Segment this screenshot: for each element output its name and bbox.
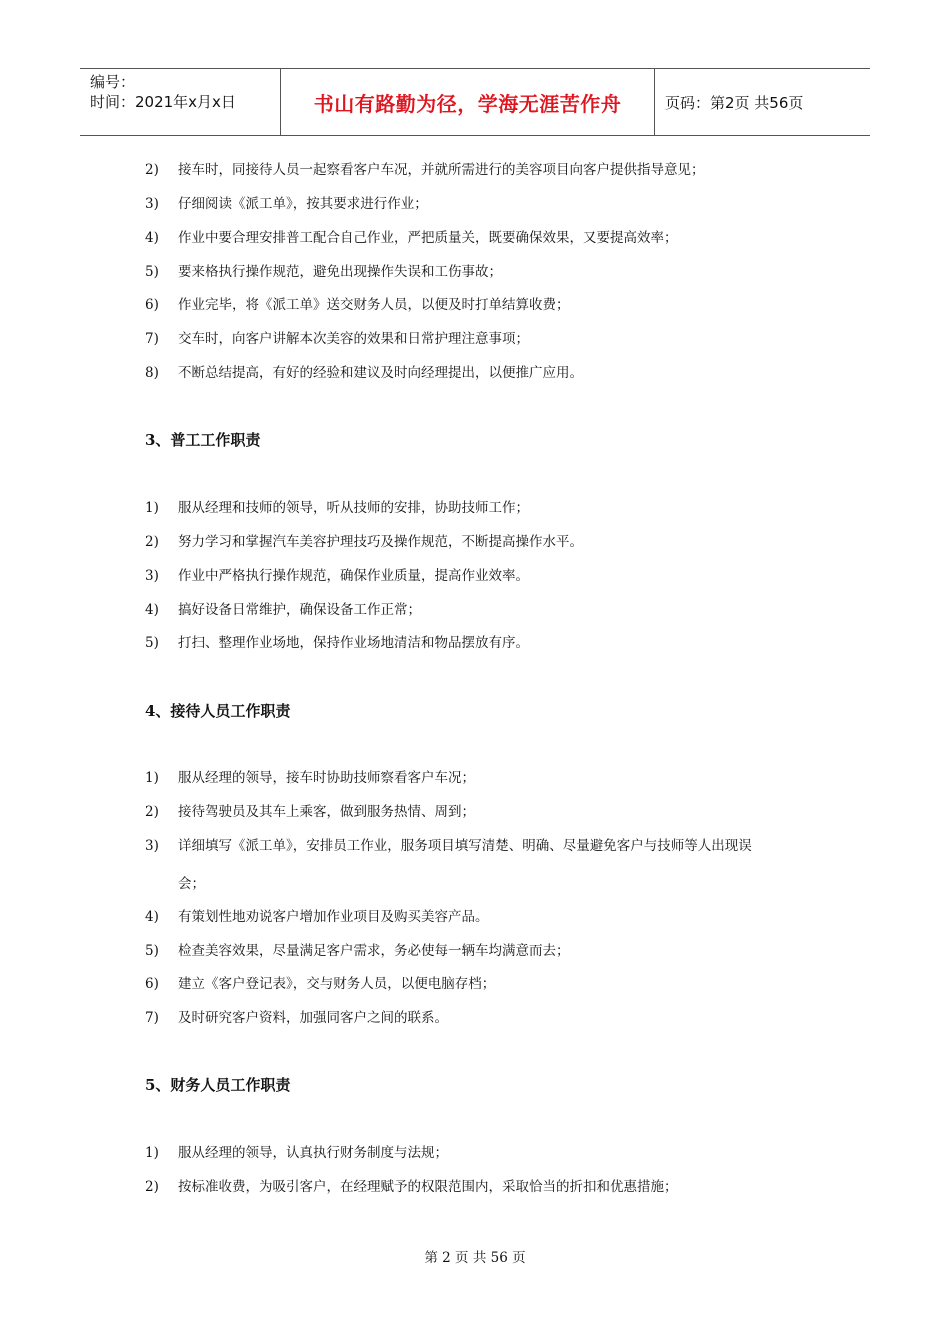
header-page-label: 页码：第2页 共56页 [665, 93, 804, 112]
list-item: 7) 交车时，向客户讲解本次美容的效果和日常护理注意事项； [145, 331, 529, 347]
list-item: 2) 按标准收费，为吸引客户，在经理赋予的权限范围内，采取恰当的折扣和优惠措施； [145, 1179, 678, 1195]
list-item: 4) 作业中要合理安排普工配合自己作业，严把质量关，既要确保效果，又要提高效率； [145, 230, 678, 246]
list-item: 5) 打扫、整理作业场地，保持作业场地清洁和物品摆放有序。 [145, 635, 529, 651]
list-item: 1) 服从经理和技师的领导，听从技师的安排，协助技师工作； [145, 500, 529, 516]
list-item: 2) 接待驾驶员及其车上乘客，做到服务热情、周到； [145, 804, 475, 820]
page-footer: 第 2 页 共 56 页 [424, 1250, 526, 1266]
document-date-label: 时间：2021年x月x日 [90, 93, 236, 111]
list-item: 6) 建立《客户登记表》，交与财务人员，以便电脑存档； [145, 976, 496, 992]
list-item: 8) 不断总结提高，有好的经验和建议及时向经理提出，以便推广应用。 [145, 365, 583, 381]
list-item: 3) 仔细阅读《派工单》，按其要求进行作业； [145, 196, 428, 212]
header-motto: 书山有路勤为径，学海无涯苦作舟 [281, 69, 655, 135]
list-item: 5) 检查美容效果，尽量满足客户需求，务必使每一辆车均满意而去； [145, 943, 570, 959]
list-item: 2) 接车时，同接待人员一起察看客户车况，并就所需进行的美容项目向客户提供指导意见； [145, 162, 705, 178]
list-item: 5) 要来格执行操作规范，避免出现操作失误和工伤事故； [145, 264, 502, 280]
section-heading: 3、普工工作职责 [145, 431, 261, 449]
list-item-continuation: 会； [178, 876, 205, 892]
list-item: 7) 及时研究客户资料，加强同客户之间的联系。 [145, 1010, 448, 1026]
list-item: 1) 服从经理的领导，接车时协助技师察看客户车况； [145, 770, 475, 786]
list-item: 4) 搞好设备日常维护，确保设备工作正常； [145, 602, 421, 618]
list-item: 3) 详细填写《派工单》，安排员工作业，服务项目填写清楚、明确、尽量避免客户与技师等人出现误 [145, 838, 752, 854]
list-item: 2) 努力学习和掌握汽车美容护理技巧及操作规范，不断提高操作水平。 [145, 534, 583, 550]
list-item: 6) 作业完毕，将《派工单》送交财务人员，以便及时打单结算收费； [145, 297, 570, 313]
page-header [80, 68, 870, 136]
header-meta [80, 69, 281, 135]
section-heading: 5、财务人员工作职责 [145, 1076, 291, 1094]
section-heading: 4、接待人员工作职责 [145, 702, 291, 720]
list-item: 4) 有策划性地劝说客户增加作业项目及购买美容产品。 [145, 909, 489, 925]
list-item: 3) 作业中严格执行操作规范，确保作业质量，提高作业效率。 [145, 568, 529, 584]
list-item: 1) 服从经理的领导，认真执行财务制度与法规； [145, 1145, 448, 1161]
document-number-label: 编号： [90, 73, 136, 91]
